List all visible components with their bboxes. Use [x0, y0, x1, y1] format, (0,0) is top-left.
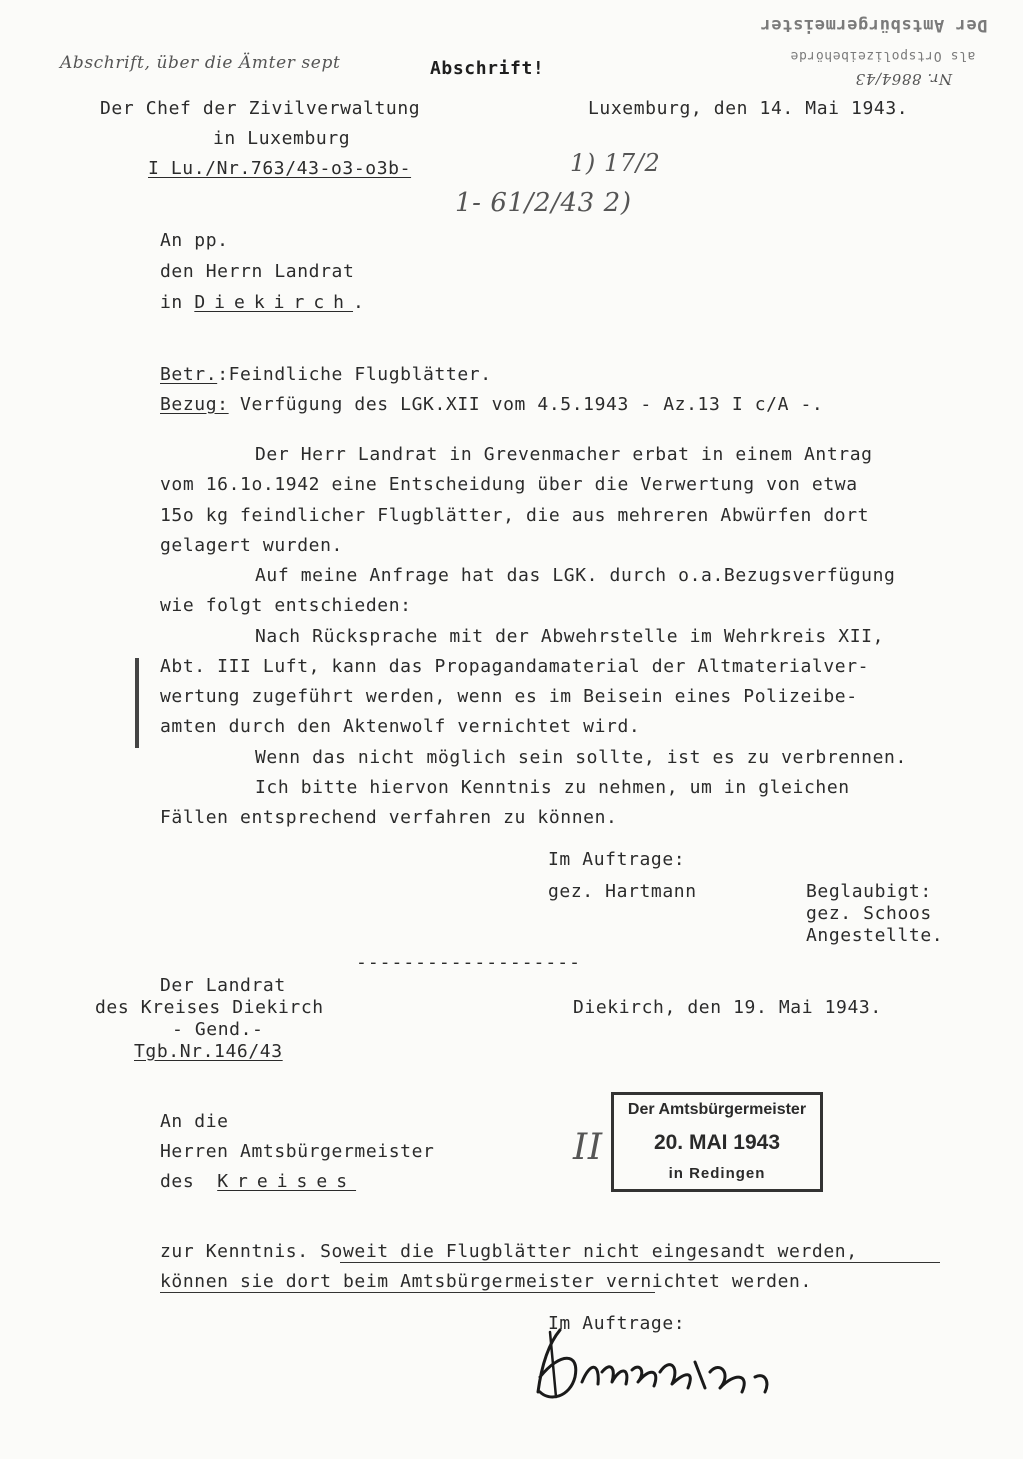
body-line: Wenn das nicht möglich sein sollte, ist es zu verbrennen.: [255, 747, 907, 768]
certified-signer: gez. Schoos: [806, 903, 932, 924]
body-line: wie folgt entschieden:: [160, 595, 412, 616]
note-underline-1: [340, 1262, 940, 1263]
note-line-2: können sie dort beim Amtsbürgermeister vernichtet werden.: [160, 1271, 812, 1292]
diekirch-date: Diekirch, den 19. Mai 1943.: [573, 997, 882, 1018]
body-line: gelagert wurden.: [160, 535, 343, 556]
body-line: wertung zugeführt werden, wenn es im Beisein eines Polizeibe-: [160, 686, 858, 707]
recipient2-kreises: Kreises: [217, 1171, 357, 1192]
landrat-line-2: des Kreises Diekirch: [95, 997, 324, 1018]
recipient2-line-3: des Kreises: [160, 1171, 357, 1192]
abschrift-stamp: Abschrift!: [430, 58, 545, 79]
handwritten-ref-2: 1- 61/2/43 2): [455, 188, 632, 218]
body-line: Nach Rücksprache mit der Abwehrstelle im Wehrkreis XII,: [255, 626, 885, 647]
body-line: Ich bitte hiervon Kenntnis zu nehmen, um in gleichen: [255, 777, 850, 798]
reference-number: I Lu./Nr.763/43-o3-o3b-: [148, 158, 412, 179]
signer-hartmann: gez. Hartmann: [548, 881, 697, 902]
subject-bezug: Bezug: Verfügung des LGK.XII vom 4.5.1943 - Az.13 I c/A -.: [160, 394, 824, 415]
handwritten-top-note: Abschrift, über die Ämter sept: [60, 53, 341, 73]
recipient-line-3: in Diekirch.: [160, 292, 365, 313]
certified-role: Angestellte.: [806, 925, 944, 946]
section-divider: -------------------: [356, 952, 581, 973]
landrat-line-3: - Gend.-: [172, 1019, 264, 1040]
received-stamp: [611, 1092, 823, 1192]
recipient2-line-1: An die: [160, 1111, 229, 1132]
body-line: amten durch den Aktenwolf vernichtet wird.: [160, 716, 641, 737]
mirrored-stamp-header: Der Amtsbürgermeister: [760, 15, 988, 35]
body-line: Der Herr Landrat in Grevenmacher erbat in einem Antrag: [255, 444, 873, 465]
im-auftrage-2: Im Auftrage:: [548, 1313, 686, 1334]
handwritten-ref-1: 1) 17/2: [570, 149, 661, 177]
body-line: vom 16.1o.1942 eine Entscheidung über die Verwertung von etwa: [160, 474, 858, 495]
recipient-place: Diekirch: [194, 292, 354, 313]
recipient2-line-2: Herren Amtsbürgermeister: [160, 1141, 435, 1162]
note-line-1: zur Kenntnis. Soweit die Flugblätter nicht eingesandt werden,: [160, 1241, 858, 1262]
body-line: 15o kg feindlicher Flugblätter, die aus mehreren Abwürfen dort: [160, 505, 870, 526]
handwritten-signature: [520, 1322, 790, 1412]
stamp-date: 20. MAI 1943: [653, 1131, 781, 1154]
recipient-line-2: den Herrn Landrat: [160, 261, 355, 282]
body-line: Abt. III Luft, kann das Propagandamaterial der Altmaterialver-: [160, 656, 870, 677]
sender-line-2: in Luxemburg: [213, 128, 351, 149]
sender-line-1: Der Chef der Zivilverwaltung: [100, 98, 421, 119]
stamp-line-1: Der Amtsbürgermeister: [627, 1101, 807, 1118]
margin-mark: [135, 658, 139, 748]
handwritten-mark: II: [573, 1127, 603, 1168]
subject-betr: Betr.:Feindliche Flugblätter.: [160, 364, 492, 385]
body-line: Fällen entsprechend verfahren zu können.: [160, 807, 618, 828]
mirrored-stamp-number: Nr. 8864/43: [855, 70, 953, 88]
im-auftrage-1: Im Auftrage:: [548, 849, 686, 870]
tgb-number: Tgb.Nr.146/43: [134, 1041, 283, 1062]
mirrored-stamp-sub: als Ortspolizeibehörde: [790, 48, 976, 63]
note-underline-2: [160, 1292, 655, 1293]
certified-label: Beglaubigt:: [806, 881, 932, 902]
landrat-line-1: Der Landrat: [160, 975, 286, 996]
place-date: Luxemburg, den 14. Mai 1943.: [588, 98, 909, 119]
body-line: Auf meine Anfrage hat das LGK. durch o.a.Bezugsverfügung: [255, 565, 896, 586]
stamp-line-3: in Redingen: [668, 1165, 766, 1182]
recipient-line-1: An pp.: [160, 230, 229, 251]
